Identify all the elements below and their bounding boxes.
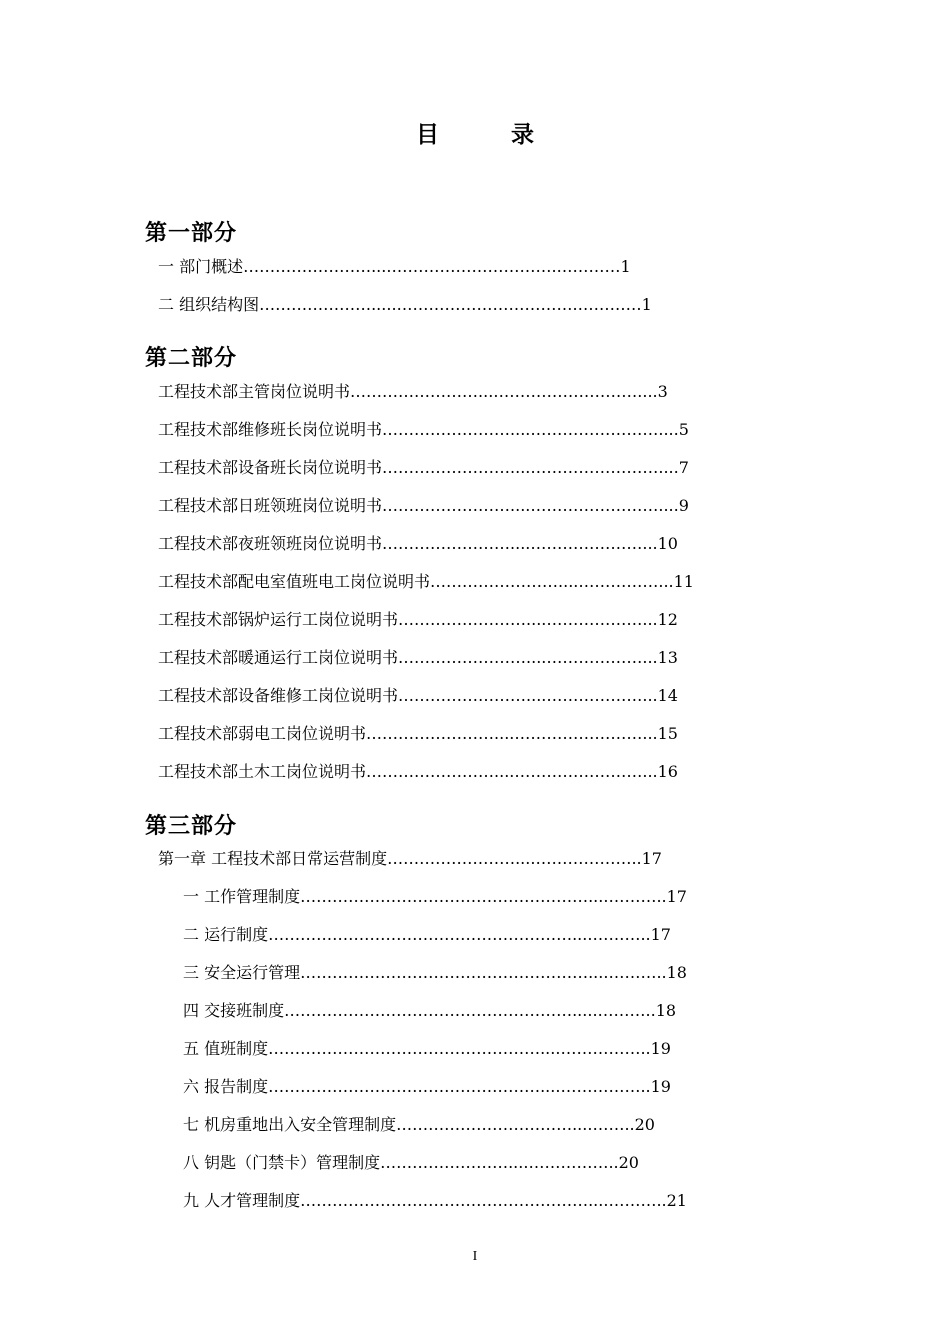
toc-entry-label: 工程技术部夜班领班岗位说明书 bbox=[158, 534, 383, 553]
toc-entry-label: 第一章 工程技术部日常运营制度 bbox=[158, 849, 388, 868]
toc-entry-leader: ……………………...……………………….... bbox=[350, 382, 658, 401]
toc-entry-page: 16 bbox=[657, 762, 678, 781]
toc-entry-page: 17 bbox=[666, 887, 687, 906]
toc-entry-leader: ……………………....……………………... bbox=[366, 762, 658, 781]
toc-entry-label: 八 钥匙（门禁卡）管理制度 bbox=[183, 1153, 381, 1172]
toc-entry-page: 19 bbox=[650, 1039, 671, 1058]
toc-entry-leader: ……………………....………………... bbox=[398, 648, 658, 667]
toc-entry-label: 工程技术部土木工岗位说明书 bbox=[158, 762, 367, 781]
toc-entry[interactable] bbox=[158, 610, 678, 630]
toc-entry[interactable] bbox=[158, 534, 678, 554]
toc-entry-leader: ……………………....…………………….... bbox=[382, 496, 679, 515]
toc-entry-page: 1 bbox=[620, 257, 631, 276]
toc-entry-label: 七 机房重地出入安全管理制度 bbox=[183, 1115, 397, 1134]
toc-entry-label: 一 工作管理制度 bbox=[183, 887, 301, 906]
toc-entry-label: 六 报告制度 bbox=[183, 1077, 269, 1096]
toc-entry[interactable] bbox=[183, 963, 687, 983]
toc-entry-page: 20 bbox=[634, 1115, 655, 1134]
toc-entry-label: 工程技术部设备班长岗位说明书 bbox=[158, 458, 383, 477]
toc-entry-leader: ……………………....………………... bbox=[398, 686, 658, 705]
toc-entry[interactable] bbox=[158, 295, 652, 315]
toc-entry[interactable] bbox=[158, 572, 694, 592]
toc-title bbox=[0, 116, 950, 149]
toc-entry-leader: ……………………………………………….....……….. bbox=[284, 1001, 656, 1020]
toc-entry-label: 二 运行制度 bbox=[183, 925, 269, 944]
toc-entry[interactable] bbox=[158, 648, 678, 668]
toc-entry-page: 11 bbox=[673, 572, 694, 591]
toc-entry-page: 10 bbox=[657, 534, 678, 553]
toc-entry[interactable] bbox=[183, 887, 687, 907]
toc-entry-leader: ……………………....…………………….... bbox=[382, 458, 679, 477]
toc-entry-leader: ……………………....……………….. bbox=[387, 849, 642, 868]
toc-chapter-entry[interactable] bbox=[158, 849, 662, 869]
toc-entry-label: 工程技术部主管岗位说明书 bbox=[158, 382, 351, 401]
toc-entry[interactable] bbox=[183, 1153, 639, 1173]
part-heading-1: 第一部分 bbox=[145, 221, 238, 246]
toc-entry[interactable] bbox=[158, 458, 689, 478]
toc-entry-page: 19 bbox=[650, 1077, 671, 1096]
toc-entry-label: 工程技术部配电室值班电工岗位说明书 bbox=[158, 572, 431, 591]
toc-entry-page: 12 bbox=[657, 610, 678, 629]
toc-entry-leader: ……………………....……………………... bbox=[366, 724, 658, 743]
toc-entry-page: 18 bbox=[666, 963, 687, 982]
toc-entry-page: 3 bbox=[657, 382, 668, 401]
toc-entry-page: 20 bbox=[618, 1153, 639, 1172]
toc-title-char-2: 录 bbox=[511, 122, 534, 148]
toc-entry[interactable] bbox=[158, 496, 689, 516]
toc-entry-page: 14 bbox=[657, 686, 678, 705]
toc-entry-label: 工程技术部设备维修工岗位说明书 bbox=[158, 686, 399, 705]
toc-entry-label: 工程技术部维修班长岗位说明书 bbox=[158, 420, 383, 439]
toc-entry-leader: ……………………....…………………….... bbox=[382, 420, 679, 439]
toc-entry-page: 7 bbox=[678, 458, 689, 477]
toc-entry-label: 工程技术部暖通运行工岗位说明书 bbox=[158, 648, 399, 667]
toc-title-char-1: 目 bbox=[416, 122, 439, 148]
toc-entry[interactable] bbox=[183, 1191, 687, 1211]
toc-entry-label: 工程技术部日班领班岗位说明书 bbox=[158, 496, 383, 515]
toc-entry-leader: ……………………………………………....…………….. bbox=[268, 1039, 651, 1058]
toc-entry-leader: …………………………………………………....……….. bbox=[268, 925, 651, 944]
toc-entry-leader: ……………………………………………....…………….. bbox=[268, 1077, 651, 1096]
toc-entry-leader: ……………………....…………….. bbox=[380, 1153, 619, 1172]
toc-entry-label: 四 交接班制度 bbox=[183, 1001, 285, 1020]
toc-entry-page: 9 bbox=[678, 496, 689, 515]
toc-entry-label: 九 人才管理制度 bbox=[183, 1191, 301, 1210]
footer-page-number: I bbox=[472, 1249, 478, 1264]
toc-entry-leader: ………………………………………………....……….. bbox=[300, 963, 667, 982]
toc-entry[interactable] bbox=[183, 1039, 671, 1059]
toc-entry-label: 工程技术部弱电工岗位说明书 bbox=[158, 724, 367, 743]
toc-entry-leader: ………………………………………………....……….. bbox=[300, 1191, 667, 1210]
toc-entry-leader: ……………………....………………………….………… bbox=[243, 257, 621, 276]
toc-entry-leader: ……………………....…………………... bbox=[382, 534, 658, 553]
part-heading-2: 第二部分 bbox=[145, 346, 238, 371]
toc-entry-label: 一 部门概述 bbox=[158, 257, 244, 276]
toc-entry[interactable] bbox=[158, 686, 678, 706]
part-heading-3: 第三部分 bbox=[145, 814, 238, 839]
toc-entry[interactable] bbox=[158, 257, 631, 277]
toc-entry[interactable] bbox=[158, 762, 678, 782]
toc-entry[interactable] bbox=[158, 382, 668, 402]
toc-entry-label: 三 安全运行管理 bbox=[183, 963, 301, 982]
toc-entry-page: 17 bbox=[650, 925, 671, 944]
toc-entry-leader: ……………………………....…….. bbox=[396, 1115, 635, 1134]
toc-entry[interactable] bbox=[183, 1115, 655, 1135]
toc-entry[interactable] bbox=[183, 925, 671, 945]
toc-entry-page: 17 bbox=[641, 849, 662, 868]
toc-entry-label: 二 组织结构图 bbox=[158, 295, 260, 314]
toc-entry-page: 15 bbox=[657, 724, 678, 743]
toc-entry-label: 工程技术部锅炉运行工岗位说明书 bbox=[158, 610, 399, 629]
toc-entry-page: 5 bbox=[678, 420, 689, 439]
toc-entry[interactable] bbox=[158, 420, 689, 440]
toc-entry[interactable] bbox=[183, 1077, 671, 1097]
toc-entry-page: 1 bbox=[641, 295, 652, 314]
toc-entry-page: 13 bbox=[657, 648, 678, 667]
toc-entry-leader: ……………………....……………... bbox=[430, 572, 674, 591]
toc-entry-page: 21 bbox=[666, 1191, 687, 1210]
toc-entry-leader: ………………….....…………………………….………… bbox=[259, 295, 642, 314]
toc-entry[interactable] bbox=[158, 724, 678, 744]
toc-entry-page: 18 bbox=[655, 1001, 677, 1020]
toc-entry-leader: ………………………………………………....……….. bbox=[300, 887, 667, 906]
toc-entry-leader: ……………………....………………... bbox=[398, 610, 658, 629]
toc-entry-label: 五 值班制度 bbox=[183, 1039, 269, 1058]
toc-entry[interactable] bbox=[183, 1001, 676, 1021]
